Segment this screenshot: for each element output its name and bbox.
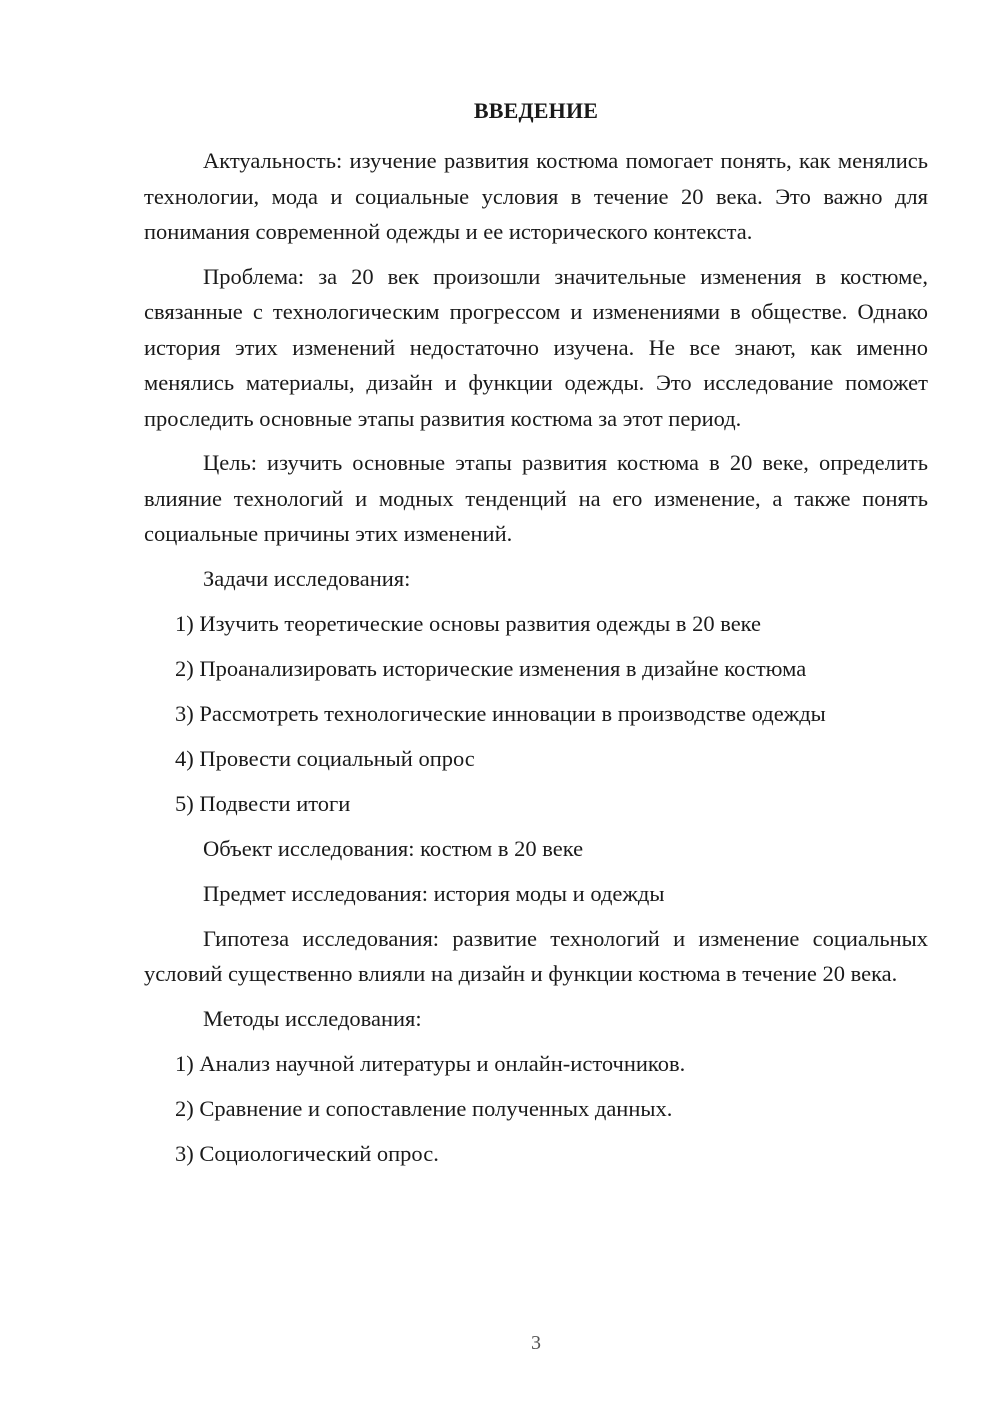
- goal-paragraph: Цель: изучить основные этапы развития костюма в 20 веке, определить влияние технологий и модных тенденций на его изменение, а также понять социальные причины этих изменений.: [144, 450, 928, 546]
- relevance-paragraph: Актуальность: изучение развития костюма помогает понять, как менялись технологии, мода и социальные условия в течение 20 века. Это важно для понимания современной одежды и ее исторического контекста.: [144, 148, 928, 244]
- tasks-heading: Задачи исследования:: [203, 565, 411, 591]
- hypothesis-paragraph: Гипотеза исследования: развитие технологий и изменение социальных условий существенно влияли на дизайн и функции костюма в течение 20 века.: [144, 925, 928, 986]
- document-body: [144, 143, 928, 1181]
- task-item: 3) Рассмотреть технологические инновации в производстве одежды: [175, 700, 826, 726]
- subject-paragraph: Предмет исследования: история моды и одежды: [203, 880, 665, 906]
- task-item: 1) Изучить теоретические основы развития одежды в 20 веке: [175, 610, 762, 636]
- method-item: 3) Социологический опрос.: [175, 1140, 439, 1166]
- problem-paragraph: Проблема: за 20 век произошли значительные изменения в костюме, связанные с технологическим прогрессом и изменениями в обществе. Однако история этих изменений недостаточно изучена. Не все знают, как именно менялись материалы, дизайн и функции одежды. Это исследование поможет проследить основные этапы развития костюма за этот период.: [144, 263, 928, 431]
- page-number: 3: [531, 1332, 541, 1354]
- object-paragraph: Объект исследования: костюм в 20 веке: [203, 835, 584, 861]
- task-item: 4) Провести социальный опрос: [175, 745, 475, 771]
- method-item: 2) Сравнение и сопоставление полученных данных.: [175, 1095, 673, 1121]
- task-item: 2) Проанализировать исторические изменения в дизайне костюма: [175, 655, 807, 681]
- section-title: ВВЕДЕНИЕ: [473, 98, 599, 123]
- task-item: 5) Подвести итоги: [175, 790, 351, 816]
- method-item: 1) Анализ научной литературы и онлайн-источников.: [175, 1050, 686, 1076]
- methods-heading: Методы исследования:: [203, 1005, 422, 1031]
